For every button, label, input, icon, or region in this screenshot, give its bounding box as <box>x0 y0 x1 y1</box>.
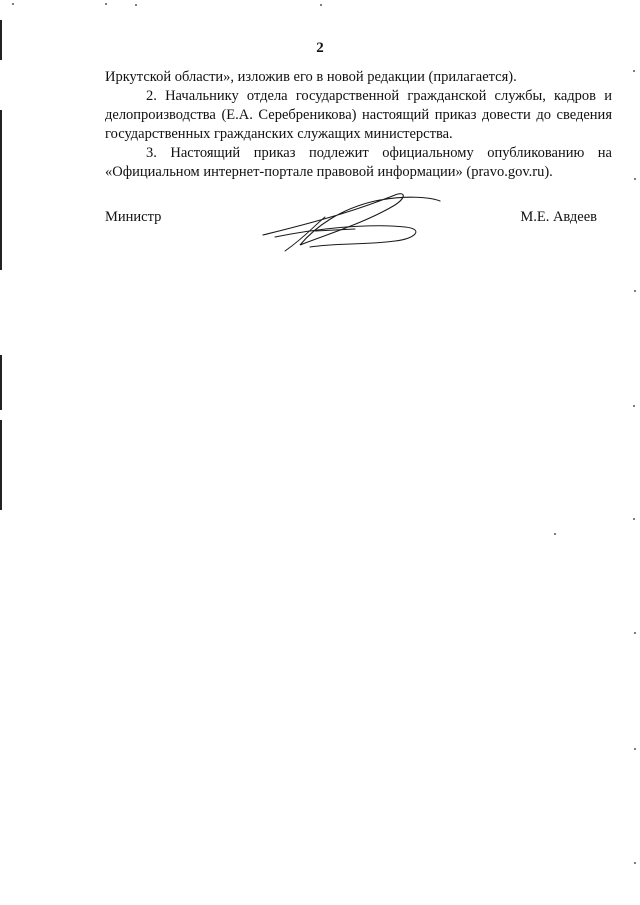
scan-edge-mark <box>0 110 2 270</box>
scan-speck <box>633 70 635 72</box>
document-body <box>105 68 612 182</box>
signatory-role: Министр <box>105 209 162 225</box>
scan-edge-mark <box>0 420 2 510</box>
paragraph-item-3: 3. Настоящий приказ подлежит официальному опубликованию на «Официальном интернет-портале правовой информации» (pravo.gov.ru). <box>105 145 612 180</box>
scan-speck <box>554 533 556 535</box>
paragraph-item-2: 2. Начальнику отдела государственной гражданской службы, кадров и делопроизводства (Е.А. Серебреникова) настоящий приказ довести до сведения государственных гражданских служащих министерства. <box>105 88 612 142</box>
signatory-name: М.Е. Авдеев <box>520 209 597 225</box>
handwritten-signature <box>255 187 455 257</box>
scan-edge-mark <box>0 355 2 410</box>
paragraph-continuation: Иркутской области», изложив его в новой редакции (прилагается). <box>105 69 517 85</box>
scan-speck <box>633 405 635 407</box>
scan-speck <box>634 290 636 292</box>
scan-speck <box>634 632 636 634</box>
scan-speck <box>634 862 636 864</box>
scan-speck <box>12 3 14 5</box>
scan-speck <box>105 3 107 5</box>
scan-speck <box>633 518 635 520</box>
page-number: 2 <box>316 40 324 56</box>
scan-speck <box>634 178 636 180</box>
scan-speck <box>135 4 137 6</box>
signature-block <box>105 207 597 267</box>
scan-speck <box>320 4 322 6</box>
scan-speck <box>634 748 636 750</box>
